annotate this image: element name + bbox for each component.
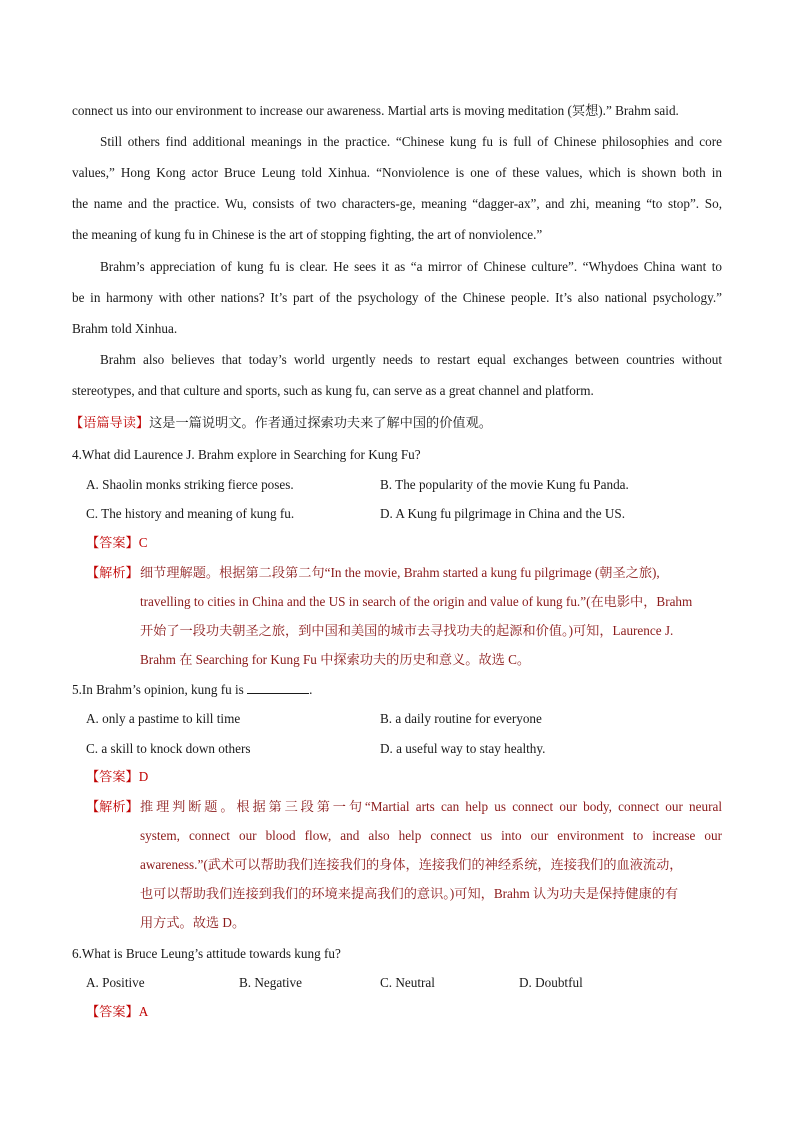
guide-label: 【语篇导读】 <box>70 415 150 430</box>
question-6-answer <box>86 1003 148 1021</box>
question-4-analysis-line: Brahm 在 Searching for Kung Fu 中探索功夫的历史和意义。故选 C。 <box>140 652 531 667</box>
question-5-analysis-label <box>86 798 139 816</box>
answer-value: C <box>138 535 148 550</box>
question-5-stem <box>72 681 722 699</box>
answer-label: 【答案】 <box>86 535 139 550</box>
question-6-stem: 6.What is Bruce Leung’s attitude towards kung fu? <box>72 946 341 961</box>
question-6-option-d: D. Doubtful <box>519 975 583 990</box>
question-4-option-c: C. The history and meaning of kung fu. <box>86 506 295 521</box>
answer-value: A <box>138 1004 149 1019</box>
question-5-analysis-line: system, connect our blood flow, and also help connect us into our environment to increase our <box>140 828 722 843</box>
question-4-analysis-line: 细节理解题。根据第二段第二句“In the movie, Brahm started a kung fu pilgrimage (朝圣之旅), <box>140 565 660 580</box>
question-5-analysis-line: 也可以帮助我们连接到我们的环境来提高我们的意识。)可知，Brahm 认为功夫是保持健康的有 <box>140 886 679 901</box>
question-5-option-a: A. only a pastime to kill time <box>86 711 241 726</box>
passage-line: be in harmony with other nations? It’s part of the psychology of the Chinese people. It’s also national psychology.” <box>72 290 722 305</box>
question-4-analysis-line: 开始了一段功夫朝圣之旅，到中国和美国的城市去寻找功夫的起源和价值。)可知，Laurence J. <box>140 623 674 638</box>
question-4-answer <box>86 534 148 552</box>
answer-blank <box>247 681 309 694</box>
guide-text: 这是一篇说明文。作者通过探索功夫来了解中国的价值观。 <box>149 415 492 430</box>
question-5-option-d: D. a useful way to stay healthy. <box>380 741 546 756</box>
question-6-option-a: A. Positive <box>86 975 145 990</box>
question-5-analysis-line: awareness.”(武术可以帮助我们连接我们的身体，连接我们的神经系统，连接我们的血液流动， <box>140 857 683 872</box>
passage-line: Brahm told Xinhua. <box>72 321 178 336</box>
analysis-label: 【解析】 <box>86 799 139 814</box>
question-4-analysis-line: travelling to cities in China and the US in search of the origin and value of kung fu.”(在电影中，Brahm <box>140 594 693 609</box>
question-6-option-b: B. Negative <box>239 975 302 990</box>
question-5-option-c: C. a skill to knock down others <box>86 741 251 756</box>
passage-line: connect us into our environment to increase our awareness. Martial arts is moving meditation (冥想).” Brahm said. <box>72 103 679 118</box>
question-4-option-d: D. A Kung fu pilgrimage in China and the US. <box>380 506 626 521</box>
answer-label: 【答案】 <box>86 1004 139 1019</box>
passage-line: the name and the practice. Wu, consists of two characters-ge, meaning “dagger-ax”, and zhi, meaning “to stop”. So, <box>72 196 722 211</box>
reading-guide <box>70 414 720 432</box>
question-5-option-b: B. a daily routine for everyone <box>380 711 542 726</box>
passage-line: Brahm also believes that today’s world urgently needs to restart equal exchanges between countries without <box>100 352 722 367</box>
passage-line: the meaning of kung fu in Chinese is the art of stopping fighting, the art of nonviolence.” <box>72 227 543 242</box>
question-4-option-a: A. Shaolin monks striking fierce poses. <box>86 477 294 492</box>
analysis-label: 【解析】 <box>86 565 139 580</box>
question-4-stem: 4.What did Laurence J. Brahm explore in Searching for Kung Fu? <box>72 447 421 462</box>
question-5-stem-end: . <box>309 682 313 697</box>
question-5-analysis-line: 推理判断题。根据第三段第一句“Martial arts can help us connect our body, connect our neural <box>140 799 722 814</box>
passage-line: Still others find additional meanings in the practice. “Chinese kung fu is full of Chinese philosophies and core <box>100 134 722 149</box>
question-5-answer <box>86 768 148 786</box>
answer-label: 【答案】 <box>86 769 139 784</box>
question-4-option-b: B. The popularity of the movie Kung fu Panda. <box>380 477 629 492</box>
answer-value: D <box>138 769 149 784</box>
passage-line: stereotypes, and that culture and sports, such as kung fu, can serve as a great channel and platform. <box>72 383 594 398</box>
passage-line: values,” Hong Kong actor Bruce Leung told Xinhua. “Nonviolence is one of these values, which is shown both in <box>72 165 722 180</box>
question-5-analysis-line: 用方式。故选 D。 <box>140 915 246 930</box>
question-6-option-c: C. Neutral <box>380 975 435 990</box>
passage-line: Brahm’s appreciation of kung fu is clear. He sees it as “a mirror of Chinese culture”. “Whydoes China want to <box>100 259 722 274</box>
question-4-analysis-label <box>86 564 139 582</box>
question-5-stem-text: 5.In Brahm’s opinion, kung fu is <box>72 682 248 697</box>
